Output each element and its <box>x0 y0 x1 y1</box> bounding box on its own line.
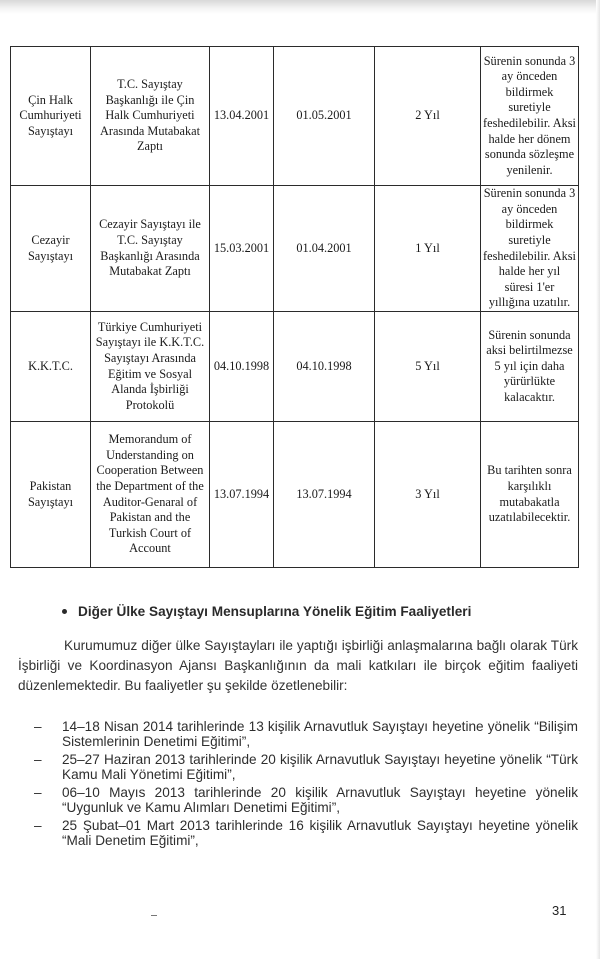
notes-cell: Sürenin sonunda aksi belirtilmezse 5 yıl için daha yürürlükte kalacaktır. <box>481 312 579 422</box>
notes-cell: Sürenin sonunda 3 ay önceden bildirmek suretiyle feshedilebilir. Aksi halde her yıl süresi 1'er yıllığına uzatılır. <box>481 186 579 312</box>
agreement-cell: T.C. Sayıştay Başkanlığı ile Çin Halk Cumhuriyeti Arasında Mutabakat Zaptı <box>91 47 210 186</box>
effective-date-cell: 01.04.2001 <box>274 186 375 312</box>
duration-cell: 2 Yıl <box>375 47 481 186</box>
list-item-text: 25–27 Haziran 2013 tarihlerinde 20 kişilik Arnavutluk Sayıştayı heyetine yönelik “Türk Kamu Mali Yönetimi Eğitimi”, <box>62 752 578 782</box>
list-item-text: 14–18 Nisan 2014 tarihlerinde 13 kişilik Arnavutluk Sayıştayı heyetine yönelik “Bilişim Sistemlerinin Denetimi Eğitimi”, <box>62 719 578 749</box>
list-item <box>0 785 600 818</box>
agreement-cell: Türkiye Cumhuriyeti Sayıştayı ile K.K.T.C. Sayıştayı Arasında Eğitim ve Sosyal Alanda İşbirliği Protokolü <box>91 312 210 422</box>
dash-icon: – <box>34 818 42 833</box>
training-activities-list <box>0 719 600 851</box>
duration-cell: 1 Yıl <box>375 186 481 312</box>
effective-date-cell: 01.05.2001 <box>274 47 375 186</box>
institution-cell: Pakistan Sayıştayı <box>11 422 91 568</box>
effective-date-cell: 13.07.1994 <box>274 422 375 568</box>
list-item-text: 06–10 Mayıs 2013 tarihlerinde 20 kişilik Arnavutluk Sayıştayı heyetine yönelik “Uygunluk ve Kamu Alımları Denetimi Eğitimi”, <box>62 785 578 815</box>
agreements-table <box>10 46 579 568</box>
table-row <box>11 422 579 568</box>
table-row <box>11 312 579 422</box>
bullet-icon <box>62 609 67 614</box>
list-item <box>0 752 600 785</box>
dash-icon: – <box>34 785 42 800</box>
dash-icon: – <box>34 719 42 734</box>
list-item-text: 25 Şubat–01 Mart 2013 tarihlerinde 16 kişilik Arnavutluk Sayıştayı heyetine yönelik “Mali Denetim Eğitimi”, <box>62 818 578 848</box>
signing-date-cell: 13.07.1994 <box>210 422 274 568</box>
intro-paragraph: Kurumumuz diğer ülke Sayıştayları ile yaptığı işbirliği anlaşmalarına bağlı olarak Türk İşbirliği ve Koordinasyon Ajansı Başkanlığının da mali katkıları ile birçok eğitim faaliyeti düzenlemektedir. Bu faaliyetler şu şekilde özetlenebilir: <box>18 638 578 693</box>
duration-cell: 3 Yıl <box>375 422 481 568</box>
list-item <box>0 818 600 851</box>
notes-cell: Bu tarihten sonra karşılıklı mutabakatla uzatılabilecektir. <box>481 422 579 568</box>
agreement-cell: Memorandum of Understanding on Cooperation Between the Department of the Auditor-Genaral of Pakistan and the Turkish Court of Account <box>91 422 210 568</box>
duration-cell: 5 Yıl <box>375 312 481 422</box>
notes-cell: Sürenin sonunda 3 ay önceden bildirmek suretiyle feshedilebilir. Aksi halde her dönem sonunda sözleşme yenilenir. <box>481 47 579 186</box>
table-row <box>11 47 579 186</box>
page-number: 31 <box>552 903 567 918</box>
section-heading <box>62 604 471 619</box>
list-item <box>0 719 600 752</box>
section-heading-text: Diğer Ülke Sayıştayı Mensuplarına Yönelik Eğitim Faaliyetleri <box>78 604 472 619</box>
effective-date-cell: 04.10.1998 <box>274 312 375 422</box>
agreement-cell: Cezayir Sayıştayı ile T.C. Sayıştay Başkanlığı Arasında Mutabakat Zaptı <box>91 186 210 312</box>
table-row <box>11 186 579 312</box>
signing-date-cell: 13.04.2001 <box>210 47 274 186</box>
signing-date-cell: 04.10.1998 <box>210 312 274 422</box>
institution-cell: K.K.T.C. <box>11 312 91 422</box>
institution-cell: Çin Halk Cumhuriyeti Sayıştayı <box>11 47 91 186</box>
scan-shadow-top <box>0 0 600 14</box>
signing-date-cell: 15.03.2001 <box>210 186 274 312</box>
institution-cell: Cezayir Sayıştayı <box>11 186 91 312</box>
dash-icon: – <box>34 752 42 767</box>
scan-mark <box>151 915 157 916</box>
